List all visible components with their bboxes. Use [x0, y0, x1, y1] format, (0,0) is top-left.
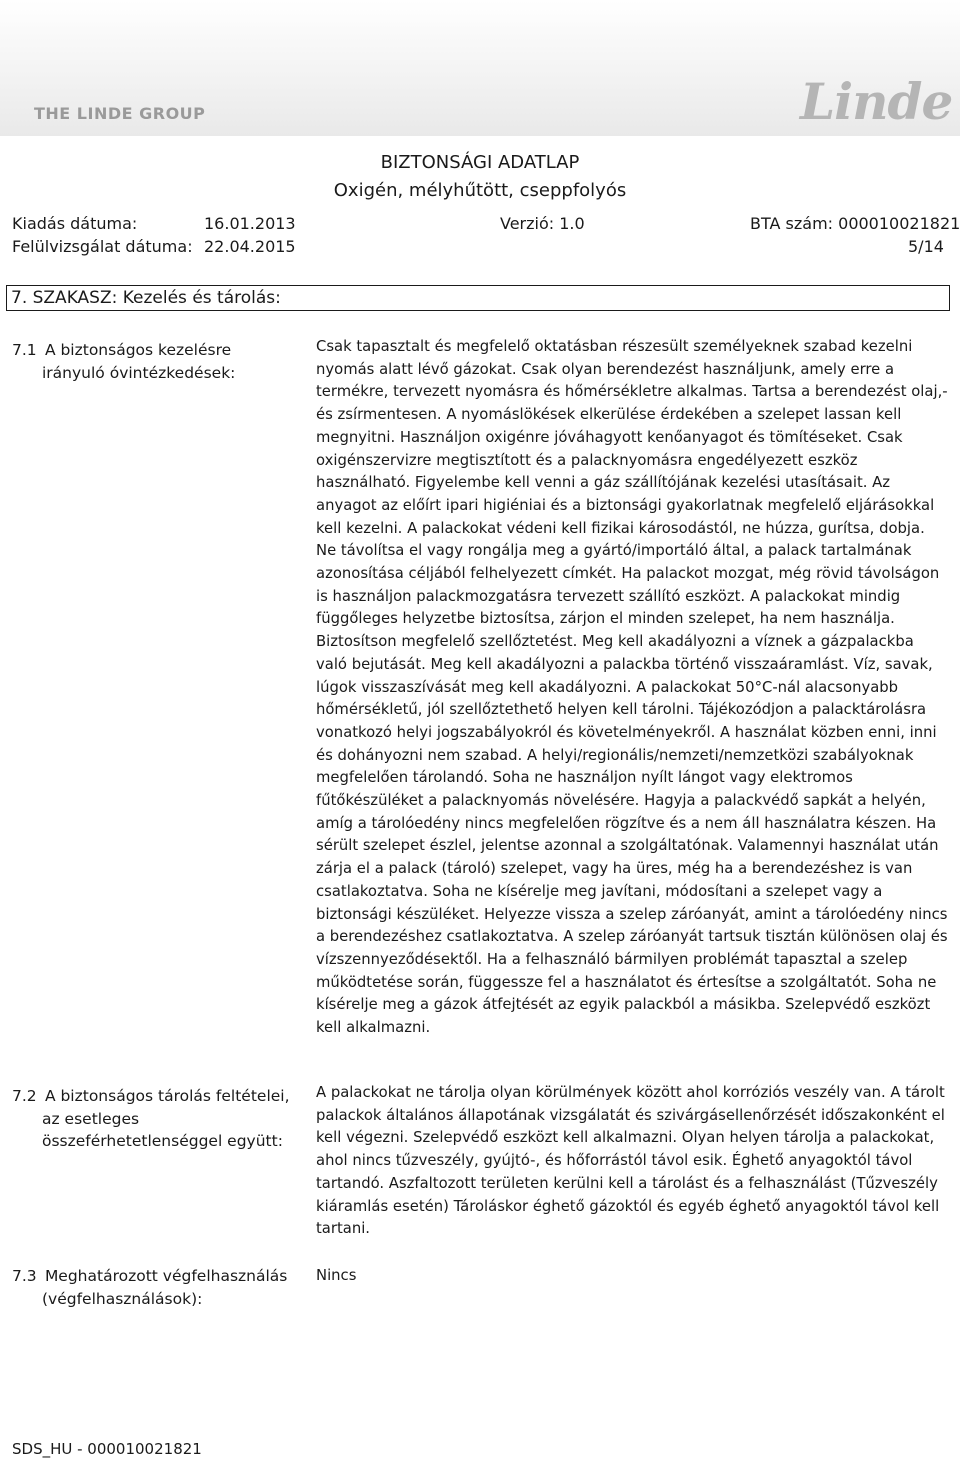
product-name: Oxigén, mélyhűtött, cseppfolyós	[333, 180, 627, 201]
header-banner	[0, 0, 960, 136]
bta-number: BTA szám: 000010021821	[750, 214, 960, 233]
subsection-label-line: az esetleges	[42, 1109, 140, 1128]
subsection-7-2-label	[12, 1085, 304, 1153]
subsection-7-1-text: Csak tapasztalt és megfelelő oktatásban részesült személyeknek szabad kezelni nyomás alatt lévő gázokat. Csak olyan berendezést használjunk, amely erre a termékre, tervezett nyomásra és hőmérsékletre alkalmas. Tartsa a berendezést olaj,- és zsírmentesen. A nyomáslökések elkerülése érdekében a szelepet lassan kell megnyitni. Használjon oxigénre jóváhagyott kenőanyagot és tömítéseket. Csak oxigénszervizre megtisztított és a palacknyomásra engedélyezett eszköz használható. Figyelembe kell venni a gáz szállítójának kezelési utasításait. Az anyagot az előírt ipari higiéniai és a biztonsági gyakorlatnak megfelelő eljárásokkal kell kezelni. A palackokat védeni kell fizikai károsodástól, ne húzza, gurítsa, dobja. Ne távolítsa el vagy rongálja meg a gyártó/importáló által, a palack tartalmának azonosítása céljából felhelyezett címkét. Ha palackot mozgat, még rövid távolságon is használjon palackmozgatásra tervezett szállító eszközt. A palackokat mindig függőleges helyzetbe biztosítsa, zárjon el minden szelepet, ha nem használja. Biztosítson megfelelő szellőztetést. Meg kell akadályozni a víznek a gázpalackba való bejutását. Meg kell akadályozni a palackba történő visszaáramlást. Víz, savak, lúgok visszaszívását meg kell akadályozni. A palackokat 50°C-nál alacsonyabb hőmérsékletű, jól szellőztethető helyen kell tárolni. Tájékozódjon a palacktárolásra vonatkozó helyi jogszabályokról és követelményekről. A használat közben enni, inni és dohányozni nem szabad. A helyi/regionális/nemzeti/nemzetközi szabályoknak megfelelően tárolandó. Soha ne használjon nyílt lángot vagy elektromos fűtőkészüléket a palacknyomás növelésére. Hagyja a palackvédő sapkát a helyén, amíg a tárolóedény nincs megfelelően rögzítve és a nem áll használatra készen. Ha sérült szelepet észlel, jelentse azonnal a szolgáltatónak. Valamennyi használat után zárja el a palack (tároló) szelepet, vagy ha üres, még ha a berendezéshez is van csatlakoztatva. Soha ne kísérelje meg javítani, módosítani a szelepet vagy a biztonsági készüléket. Helyezze vissza a szelep záróanyát, amint a tárolóedény nincs a berendezéshez csatlakoztatva. A szelep záróanyát tartsuk tisztán különösen olaj és vízszennyeződésektől. Ha a felhasználó bármilyen problémát tapasztal a szelep működtetése során, függessze fel a használatot és értesítse a szolgáltatót. Soha ne kísérelje meg a gázok átfejtését az egyik palackból a másikba. Szelepvédő eszközt kell alkalmazni.	[316, 338, 948, 1037]
subsection-label-line: Meghatározott végfelhasználás	[44, 1267, 288, 1285]
document-title: BIZTONSÁGI ADATLAP	[380, 152, 580, 173]
page-number: 5/14	[908, 237, 944, 256]
subsection-number: 7.1	[12, 341, 37, 359]
version: Verzió: 1.0	[500, 214, 585, 233]
subsection-label-line: irányuló óvintézkedések:	[42, 363, 236, 382]
subsection-label-line: (végfelhasználások):	[42, 1289, 203, 1308]
subsection-7-3-text: Nincs	[316, 1267, 357, 1284]
company-group-name: THE LINDE GROUP	[34, 104, 206, 123]
subsection-label-line: összeférhetetlenséggel együtt:	[42, 1132, 283, 1150]
subsection-label-line: A biztonságos kezelésre	[44, 341, 232, 359]
subsection-7-1-label	[12, 339, 304, 384]
subsection-number: 7.3	[12, 1267, 37, 1285]
revision-date: 22.04.2015	[204, 237, 296, 256]
revision-date-label: Felülvizsgálat dátuma:	[12, 237, 193, 256]
linde-logo: Linde	[800, 72, 953, 131]
subsection-number: 7.2	[12, 1087, 37, 1105]
subsection-7-3-label	[12, 1265, 304, 1310]
section-heading: 7. SZAKASZ: Kezelés és tárolás:	[6, 285, 950, 311]
subsection-label-line: A biztonságos tárolás feltételei,	[44, 1087, 290, 1105]
footer-document-id: SDS_HU - 000010021821	[12, 1440, 202, 1458]
issue-date-label: Kiadás dátuma:	[12, 214, 138, 233]
subsection-7-2-text: A palackokat ne tárolja olyan körülmények között ahol korróziós veszély van. A tárolt palackok általános állapotának vizsgálatát és szivárgásellenőrzését időszakonként el kell végezni. Szelepvédő eszközt kell alkalmazni. Olyan helyen tárolja a palackokat, ahol nincs tűzveszély, gyújtó-, és hőforrástól távol esik. Éghető anyagoktól távol tartandó. Aszfaltozott területen kerülni kell a tárolást és a felhasználást (Tűzveszély kiáramlás esetén) Tároláskor éghető gázoktól és egyéb éghető anyagoktól távol kell tartani.	[316, 1084, 945, 1238]
issue-date: 16.01.2013	[204, 214, 296, 233]
